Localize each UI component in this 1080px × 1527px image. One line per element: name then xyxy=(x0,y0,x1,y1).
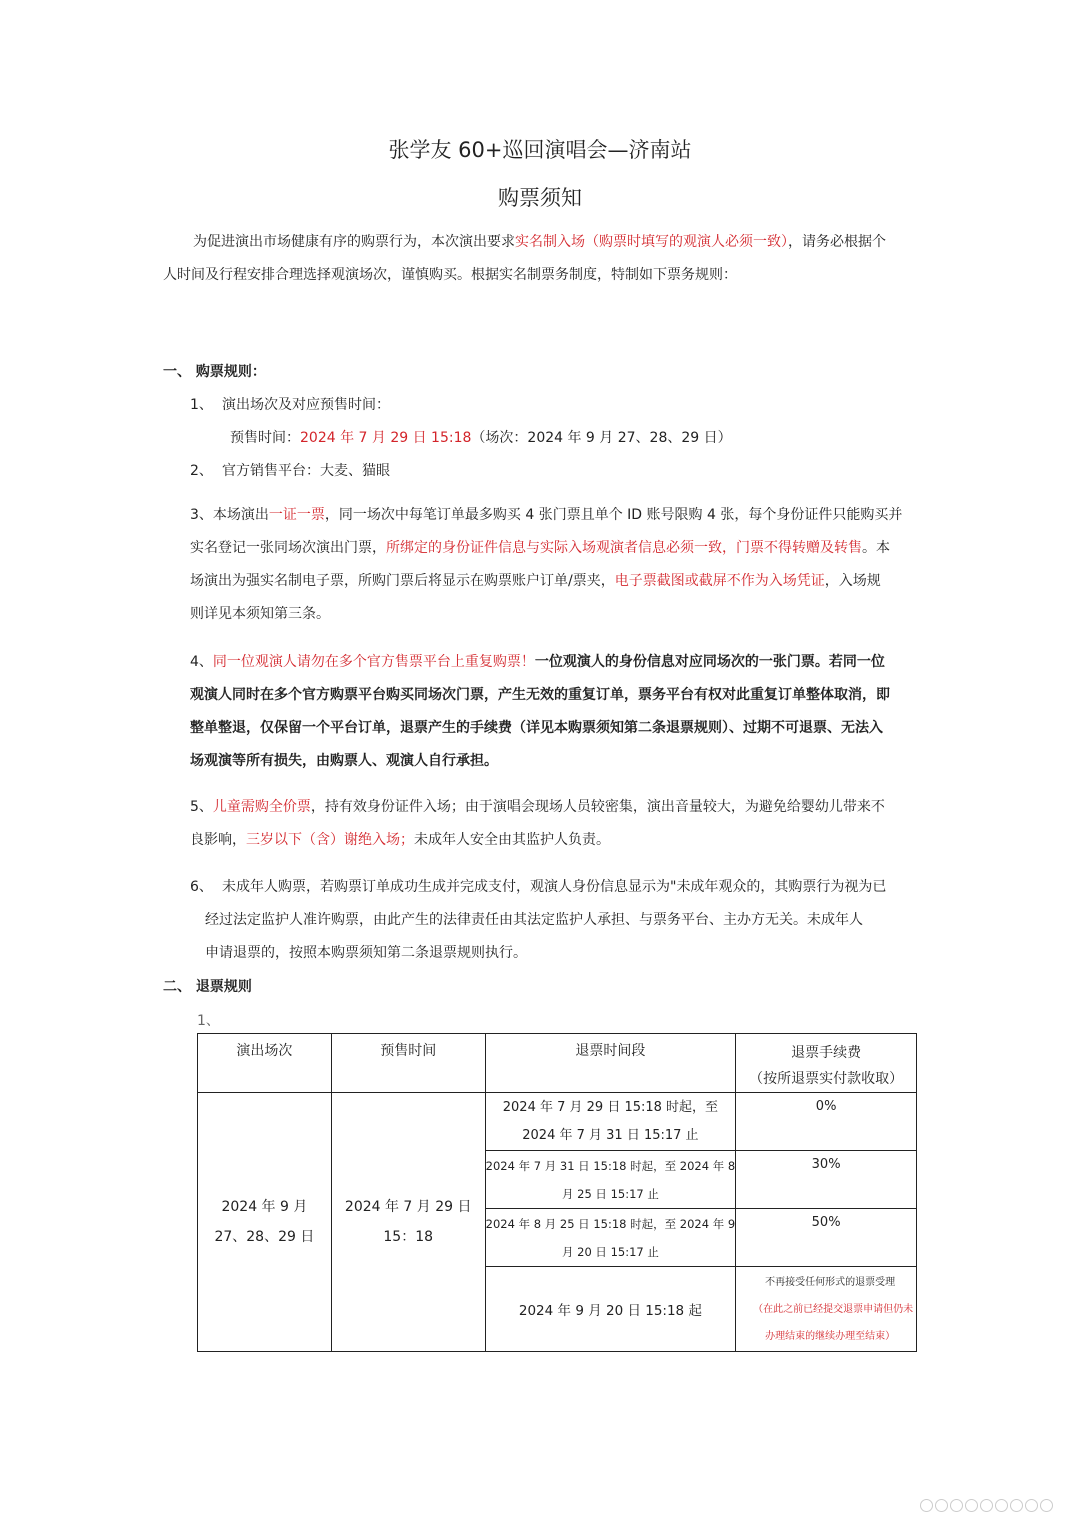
item-3-highlight: 电子票截图或截屏不作为入场凭证 xyxy=(614,573,825,589)
period-line-2: 月 20 日 15:17 止 xyxy=(561,1244,659,1259)
period-cell xyxy=(485,1093,736,1151)
item-5-line-2 xyxy=(190,824,610,857)
item-6-line-1: 未成年人购票，若购票订单成功生成并完成支付，观演人身份信息显示为"未成年观众的，其购票行为视为已 xyxy=(222,879,887,895)
no-refund-note-1: （在此之前已经提交退票申请但仍未 xyxy=(753,1303,914,1315)
presale-cell xyxy=(331,1093,485,1352)
item-4-line-3: 整单整退，仅保留一个平台订单，退票产生的手续费（详见本购票须知第二条退票规则）、过期不可退票、无法入 xyxy=(190,720,883,736)
intro-line-1 xyxy=(193,226,886,259)
intro-highlight: 实名制入场（购票时填写的观演人必须一致） xyxy=(515,234,788,250)
item-3-line-2 xyxy=(190,532,890,565)
period-cell xyxy=(485,1209,736,1267)
item-1-number: 1、 xyxy=(190,397,213,413)
item-3-highlight: 所绑定的身份证件信息与实际入场观演者信息必须一致，门票不得转赠及转售 xyxy=(386,540,862,556)
fee-cell: 50% xyxy=(736,1209,917,1267)
session-line-1: 2024 年 9 月 xyxy=(221,1199,308,1215)
item-3-text: 3、本场演出 xyxy=(190,507,269,523)
no-refund-note-2: 办理结束的继续办理至结束） xyxy=(765,1330,896,1342)
item-4-line-2: 观演人同时在多个官方购票平台购买同场次门票，产生无效的重复订单，票务平台有权对此重复订单整体取消，即 xyxy=(190,687,890,703)
refund-table xyxy=(197,1033,917,1352)
item-4-line-4: 场观演等所有损失，由购票人、观演人自行承担。 xyxy=(190,753,498,769)
period-line-1: 2024 年 8 月 25 日 15:18 时起，至 2024 年 9 xyxy=(485,1216,736,1231)
period-line-1: 2024 年 7 月 29 日 15:18 时起，至 xyxy=(502,1099,719,1115)
session-cell xyxy=(198,1093,332,1352)
item-3-highlight: 一证一票 xyxy=(268,507,325,523)
item-4-line-1 xyxy=(190,646,885,679)
item-5-text: 良影响， xyxy=(190,832,246,848)
presale-line-1: 2024 年 7 月 29 日 xyxy=(344,1199,472,1215)
item-5-highlight: 三岁以下（含）谢绝入场； xyxy=(246,832,414,848)
fee-cell: 0% xyxy=(736,1093,917,1151)
intro-text: 为促进演出市场健康有序的购票行为，本次演出要求 xyxy=(193,234,515,250)
item-3-line-1 xyxy=(190,499,902,532)
item-3-line-4: 则详见本须知第三条。 xyxy=(190,606,330,622)
no-refund-text: 不再接受任何形式的退票受理 xyxy=(765,1276,896,1288)
table-row xyxy=(198,1093,917,1151)
page-title: 张学友 60+巡回演唱会—济南站 xyxy=(388,138,692,162)
fee-cell-no-refund xyxy=(736,1267,917,1352)
item-3-text: 实名登记一张同场次演出门票， xyxy=(190,540,386,556)
presale-line xyxy=(230,427,732,447)
section-heading-refund: 二、 退票规则 xyxy=(163,979,252,995)
presale-line-2: 15：18 xyxy=(383,1229,434,1245)
presale-sessions: （场次：2024 年 9 月 27、28、29 日） xyxy=(471,430,732,446)
item-6-line-3: 申请退票的，按照本购票须知第二条退票规则执行。 xyxy=(205,945,527,961)
period-line-1: 2024 年 7 月 31 日 15:18 时起，至 2024 年 8 xyxy=(485,1158,736,1173)
item-2-text: 官方销售平台：大麦、猫眼 xyxy=(222,463,390,479)
presale-time: 2024 年 7 月 29 日 15:18 xyxy=(300,430,472,446)
item-5-text: ，持有效身份证件入场；由于演唱会现场人员较密集，演出音量较大，为避免给婴幼儿带来不 xyxy=(310,799,885,815)
intro-text: ，请务必根据个 xyxy=(788,234,886,250)
item-6-line-2: 经过法定监护人准许购票，由此产生的法律责任由其法定监护人承担、与票务平台、主办方无关。未成年人 xyxy=(205,912,863,928)
item-5-text: 未成年人安全由其监护人负责。 xyxy=(414,832,610,848)
refund-item-1-number: 1、 xyxy=(197,1013,220,1029)
intro-line-2: 人时间及行程安排合理选择观演场次，谨慎购买。根据实名制票务制度，特制如下票务规则： xyxy=(163,267,737,283)
item-5-highlight: 儿童需购全价票 xyxy=(212,799,311,815)
item-3-text: ，入场规 xyxy=(824,573,881,589)
item-1-text: 演出场次及对应预售时间： xyxy=(222,397,390,413)
item-4-text: 4、 xyxy=(190,654,213,670)
section-heading-purchase: 一、 购票规则： xyxy=(163,364,266,380)
header-session: 演出场次 xyxy=(198,1034,332,1093)
item-5-line-1 xyxy=(190,791,885,824)
page-subtitle: 购票须知 xyxy=(498,186,582,210)
period-cell xyxy=(485,1151,736,1209)
period-line-2: 2024 年 7 月 31 日 15:17 止 xyxy=(522,1127,699,1143)
item-3-text: 场演出为强实名制电子票，所购门票后将显示在购票账户订单/票夹， xyxy=(190,573,615,589)
session-line-2: 27、28、29 日 xyxy=(214,1229,315,1245)
period-line-2: 月 25 日 15:17 止 xyxy=(561,1186,659,1201)
period-cell: 2024 年 9 月 20 日 15:18 起 xyxy=(485,1267,736,1352)
item-4-text: 一位观演人的身份信息对应同场次的一张门票。若同一位 xyxy=(534,654,885,670)
item-3-text: 。本 xyxy=(862,540,890,556)
header-period: 退票时间段 xyxy=(485,1034,736,1093)
item-4-highlight: 同一位观演人请勿在多个官方售票平台上重复购票！ xyxy=(212,654,535,670)
item-5-text: 5、 xyxy=(190,799,213,815)
table-header-row xyxy=(198,1034,917,1093)
item-6-number: 6、 xyxy=(190,879,213,895)
header-fee-sub: （按所退票实付款收取） xyxy=(749,1071,904,1087)
header-fee xyxy=(736,1034,917,1093)
item-3-line-3 xyxy=(190,565,881,598)
fee-cell: 30% xyxy=(736,1151,917,1209)
watermark-dots xyxy=(920,1497,1060,1511)
item-3-text: ，同一场次中每笔订单最多购买 4 张门票且单个 ID 账号限购 4 张，每个身份证件只能购买并 xyxy=(324,507,903,523)
header-fee-label: 退票手续费 xyxy=(791,1045,862,1061)
item-2-number: 2、 xyxy=(190,463,213,479)
presale-label: 预售时间： xyxy=(230,430,300,446)
header-presale: 预售时间 xyxy=(331,1034,485,1093)
